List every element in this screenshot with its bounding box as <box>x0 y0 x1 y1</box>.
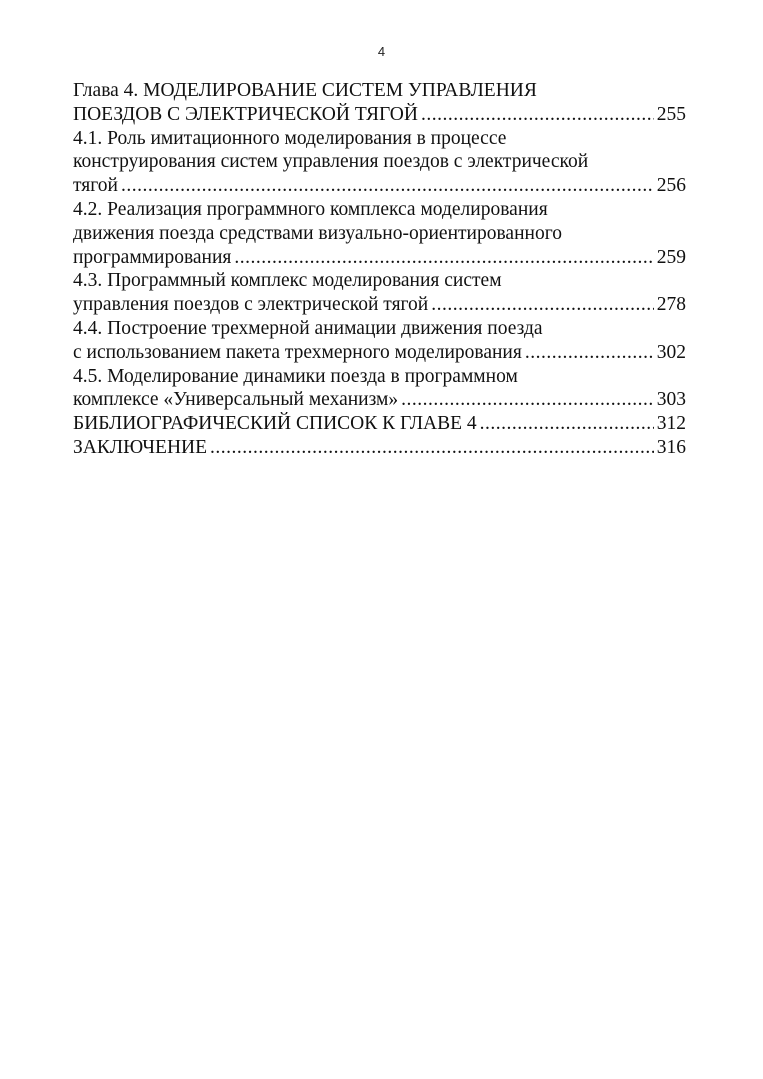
toc-entry-section-4-2[interactable] <box>73 198 686 269</box>
toc-entry-chapter-4[interactable] <box>73 79 686 127</box>
toc-entry-section-4-4[interactable] <box>73 317 686 365</box>
dot-leader <box>480 412 654 436</box>
toc-entry-text: БИБЛИОГРАФИЧЕСКИЙ СПИСОК К ГЛАВЕ 4 <box>73 413 477 435</box>
toc-entry-text: движения поезда средствами визуально-ориентированного <box>73 222 562 244</box>
dot-leader <box>525 341 654 365</box>
toc-entry-leader-line <box>73 412 686 436</box>
toc-page-number: 278 <box>656 294 686 316</box>
toc-page-number: 303 <box>656 389 686 411</box>
toc-entry-text: 4.1. Роль имитационного моделирования в процессе <box>73 127 507 149</box>
toc-entry-text: тягой <box>73 175 118 197</box>
table-of-contents <box>73 79 686 460</box>
toc-entry-section-4-5[interactable] <box>73 365 686 413</box>
dot-leader <box>421 103 654 127</box>
dot-leader <box>210 436 654 460</box>
toc-page-number: 255 <box>656 103 686 125</box>
toc-entry-bibliography[interactable] <box>73 412 686 436</box>
toc-entry-text: 4.5. Моделирование динамики поезда в программном <box>73 365 518 387</box>
toc-page-number: 316 <box>656 436 686 458</box>
toc-entry-text: 4.2. Реализация программного комплекса моделирования <box>73 198 548 220</box>
toc-entry-text: программирования <box>73 246 232 268</box>
toc-entry-text: с использованием пакета трехмерного моделирования <box>73 341 522 363</box>
toc-page-number: 259 <box>656 246 686 268</box>
toc-page-number: 312 <box>656 413 686 435</box>
toc-entry-section-4-1[interactable] <box>73 127 686 198</box>
toc-entry-leader-line <box>73 436 686 460</box>
toc-entry-conclusion[interactable] <box>73 436 686 460</box>
dot-leader <box>431 293 654 317</box>
dot-leader <box>401 388 654 412</box>
toc-entry-text: ЗАКЛЮЧЕНИЕ <box>73 436 208 458</box>
toc-entry-text: конструирования систем управления поездов с электрической <box>73 151 589 173</box>
toc-entry-text: управления поездов с электрической тягой <box>73 294 429 316</box>
toc-entry-leader-line <box>73 388 686 412</box>
toc-entry-text: ПОЕЗДОВ С ЭЛЕКТРИЧЕСКОЙ ТЯГОЙ <box>73 103 418 125</box>
toc-entry-leader-line <box>73 341 686 365</box>
dot-leader <box>234 246 653 270</box>
toc-entry-text: 4.3. Программный комплекс моделирования систем <box>73 270 502 292</box>
toc-page-number: 256 <box>656 175 686 197</box>
toc-entry-text: 4.4. Построение трехмерной анимации движения поезда <box>73 317 543 339</box>
toc-entry-leader-line <box>73 103 686 127</box>
toc-entry-text: комплексе «Универсальный механизм» <box>73 389 399 411</box>
toc-entry-leader-line <box>73 246 686 270</box>
toc-entry-leader-line <box>73 293 686 317</box>
dot-leader <box>121 174 654 198</box>
toc-page-number: 302 <box>656 341 686 363</box>
page-number: 4 <box>377 44 386 59</box>
toc-entry-text: Глава 4. МОДЕЛИРОВАНИЕ СИСТЕМ УПРАВЛЕНИЯ <box>73 80 537 101</box>
toc-entry-leader-line <box>73 174 686 198</box>
toc-entry-section-4-3[interactable] <box>73 269 686 317</box>
